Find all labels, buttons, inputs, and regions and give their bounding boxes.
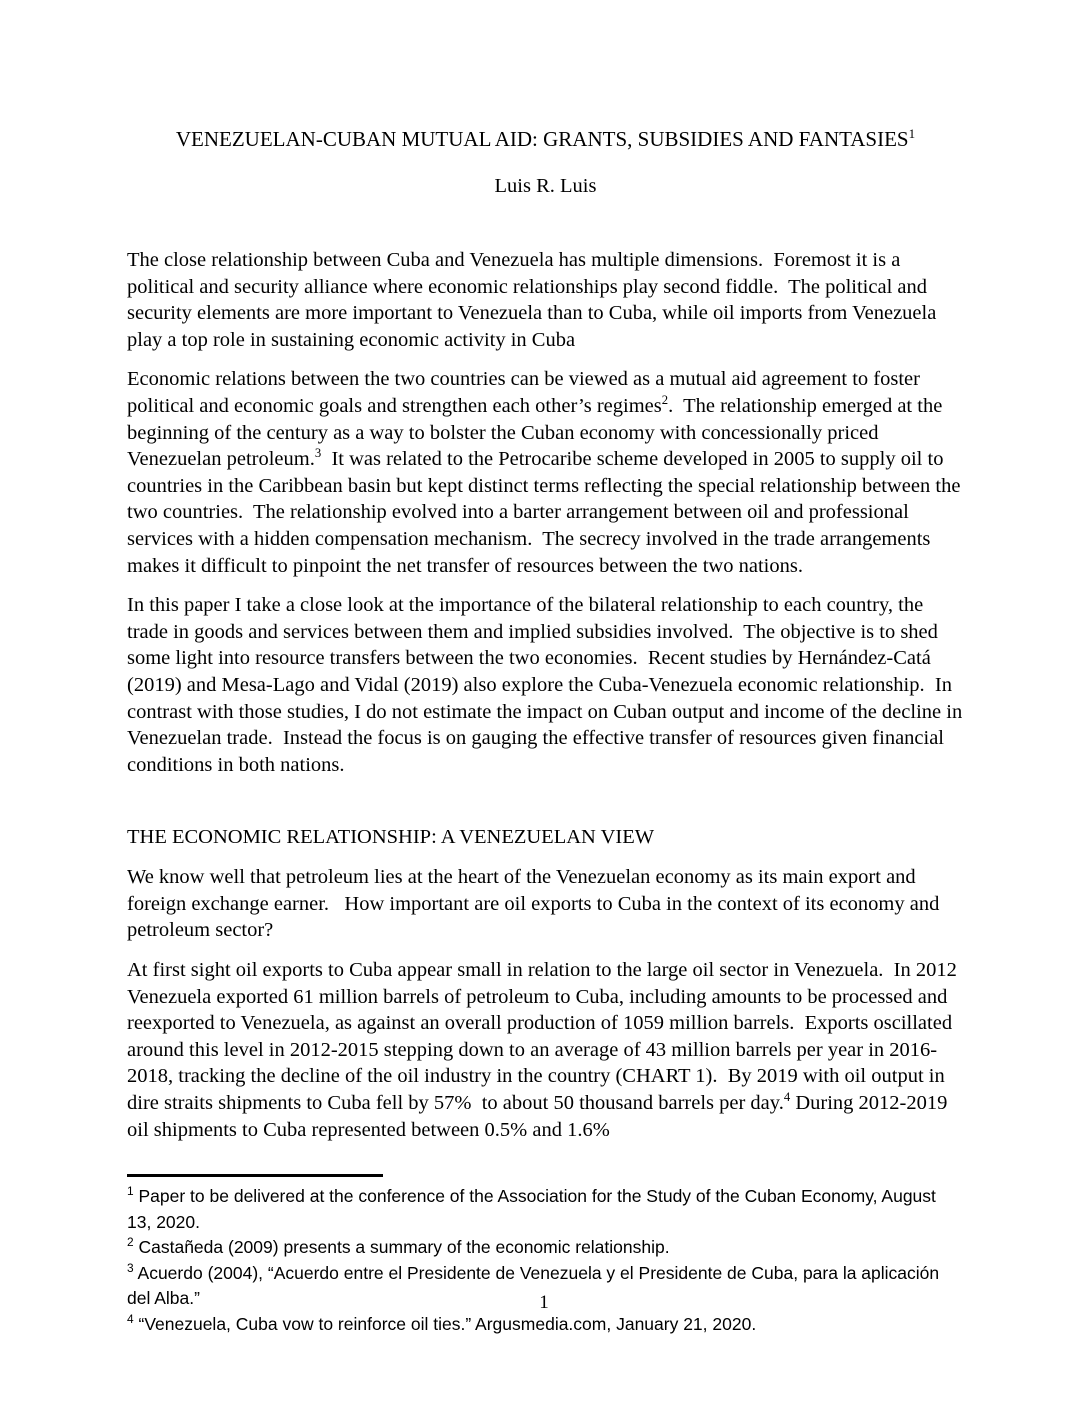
paper-title: [127, 126, 964, 153]
page-number: 1: [539, 1292, 549, 1313]
paragraph-intro-1: The close relationship between Cuba and Venezuela has multiple dimensions. Foremost it is a political and security alliance where economic relationships play second fiddle. The political and security elements are more important to Venezuela than to Cuba, while oil imports from Venezuela play a top role in sustaining economic activity in Cuba: [127, 249, 942, 351]
footnote-2: [127, 1235, 964, 1261]
paragraph-intro-3: In this paper I take a close look at the importance of the bilateral relationship to each country, the trade in goods and services between them and implied subsidies involved. The objective is to shed some light into resource transfers between the two economies. Recent studies by Hernández-Catá (2019) and Mesa-Lago and Vidal (2019) also explore the Cuba-Venezuela economic relationship. In contrast with those studies, I do not estimate the impact on Cuban output and income of the decline in Venezuelan trade. Instead the focus is on gauging the effective transfer of resources given financial conditions in both nations.: [127, 594, 967, 776]
footnote-3-marker: 3: [127, 1260, 134, 1275]
paper-author: Luis R. Luis: [494, 175, 597, 197]
paragraph-section-2: At first sight oil exports to Cuba appear small in relation to the large oil sector in Venezuela. In 2012 Venezuela exported 61 million barrels of petroleum to Cuba, including amounts to be processed and reexported to Venezuela, as against an overall production of 1059 million barrels. Exports oscillated around this level in 2012-2015 stepping down to an average of 43 million barrels per year in 2016-2018, tracking the decline of the oil industry in the country (CHART 1). By 2019 with oil output in dire straits shipments to Cuba fell by 57% to about 50 thousand barrels per day.$^4$ During 2012-2019 oil shipments to Cuba represented between 0.5% and 1.6%: [127, 959, 962, 1141]
footnote-4-marker: 4: [127, 1311, 134, 1326]
title-footnote-ref: 1: [908, 126, 916, 141]
section-heading-venezuelan-view: THE ECONOMIC RELATIONSHIP: A VENEZUELAN VIEW: [127, 826, 655, 849]
footnote-4-text: “Venezuela, Cuba vow to reinforce oil ties.” Argusmedia.com, January 21, 2020.: [133, 1313, 757, 1334]
footnote-1: [127, 1184, 964, 1235]
page-content: [127, 126, 967, 1156]
paper-title-text: VENEZUELAN-CUBAN MUTUAL AID: GRANTS, SUBSIDIES AND FANTASIES: [175, 127, 909, 151]
footnote-3-text: Acuerdo (2004), “Acuerdo entre el Presidente de Venezuela y el Presidente de Cuba, para la aplicación del Alba.”: [127, 1262, 945, 1308]
footnote-1-marker: 1: [127, 1184, 134, 1199]
paragraph-section-1: We know well that petroleum lies at the heart of the Venezuelan economy as its main export and foreign exchange earner. How important are oil exports to Cuba in the context of its economy and petroleum sector?: [127, 866, 945, 942]
paragraph-intro-2: Economic relations between the two countries can be viewed as a mutual aid agreement to foster political and economic goals and strengthen each other’s regimes$^2$. The relationship emerged at the beginning of the century as a way to bolster the Cuban economy with concessionally priced Venezuelan petroleum.$^3$ It was related to the Petrocaribe scheme developed in 2005 to supply oil to countries in the Caribbean basin but kept distinct terms reflecting the special relationship between the two countries. The relationship evolved into a barter arrangement between oil and professional services with a hidden compensation mechanism. The secrecy involved in the trade arrangements makes it difficult to pinpoint the net transfer of resources between the two nations.: [127, 368, 966, 577]
footnote-4: [127, 1312, 964, 1338]
footnote-2-text: Castañeda (2009) presents a summary of the economic relationship.: [133, 1237, 670, 1257]
footnote-separator-line: [127, 1174, 383, 1177]
footnote-2-marker: 2: [127, 1235, 134, 1250]
footnote-1-text: Paper to be delivered at the conference of the Association for the Study of the Cuban Economy, August 13, 2020.: [127, 1186, 941, 1232]
